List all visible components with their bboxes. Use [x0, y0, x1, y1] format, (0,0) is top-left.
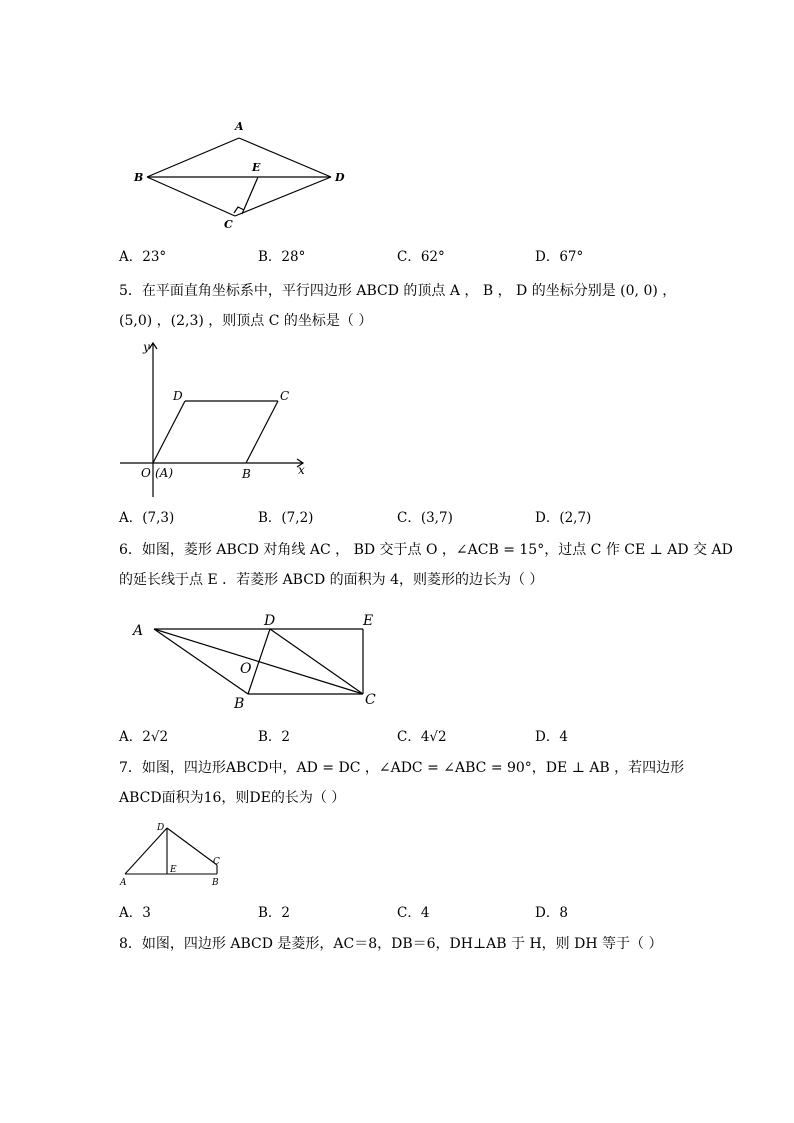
q6-label-d: D: [264, 613, 276, 629]
q6-rhombus-figure: [128, 608, 388, 713]
q5-label-x: x: [298, 463, 305, 477]
q7-option-a[interactable]: A．3: [119, 905, 151, 921]
q7-option-b[interactable]: B．2: [258, 905, 291, 921]
q5-option-a[interactable]: A．(7,3): [119, 510, 175, 526]
q7-label-e: E: [170, 865, 177, 875]
q5-label-o: O: [141, 466, 151, 480]
q5-label-c: C: [280, 389, 290, 403]
q4-label-b: B: [134, 171, 144, 184]
q5-label-y: y: [143, 340, 150, 354]
q8-question-line-1: 8．如图，四边形 ABCD 是菱形，AC＝8，DB＝6，DH⊥AB 于 H，则 DH 等于（ ）: [119, 936, 663, 952]
q6-label-b: B: [234, 696, 245, 712]
q7-label-a: A: [120, 878, 127, 888]
q6-label-c: C: [365, 692, 376, 708]
q5-label-a: (A): [155, 466, 174, 480]
q5-option-b[interactable]: B．(7,2): [258, 510, 314, 526]
q6-option-a[interactable]: A．2√2: [119, 729, 169, 745]
q4-label-d: D: [335, 171, 345, 184]
q4-option-d[interactable]: D．67°: [535, 249, 584, 265]
q7-quadrilateral-figure: [115, 818, 230, 890]
q4-option-c[interactable]: C．62°: [397, 249, 445, 265]
q7-question-line-1: 7．如图，四边形ABCD中，AD = DC ，∠ADC = ∠ABC = 90°，DE ⊥ AB ，若四边形: [119, 760, 685, 776]
q7-label-d: D: [157, 823, 165, 833]
q6-label-e: E: [363, 613, 374, 629]
q5-option-c[interactable]: C．(3,7): [397, 510, 453, 526]
q6-question-line-1: 6．如图，菱形 ABCD 对角线 AC ， BD 交于点 O ，∠ACB = 15°，过点 C 作 CE ⊥ AD 交 AD: [119, 542, 733, 558]
q4-label-a: A: [235, 120, 244, 133]
q4-option-a[interactable]: A．23°: [119, 249, 167, 265]
q5-option-d[interactable]: D．(2,7): [535, 510, 592, 526]
q6-label-a: A: [133, 623, 144, 639]
q5-question-line-2: (5,0) ，(2,3) ，则顶点 C 的坐标是（ ）: [119, 313, 373, 329]
q6-option-b[interactable]: B．2: [258, 729, 291, 745]
q6-label-o: O: [240, 661, 252, 677]
q7-option-d[interactable]: D．8: [535, 905, 568, 921]
q5-question-line-1: 5．在平面直角坐标系中，平行四边形 ABCD 的顶点 A ， B ， D 的坐标分别是 (0, 0) ，: [119, 283, 677, 299]
q5-coordinate-figure: [115, 337, 315, 502]
q4-label-e: E: [252, 161, 261, 174]
q6-question-line-2: 的延长线于点 E ．若菱形 ABCD 的面积为 4，则菱形的边长为（ ）: [119, 572, 544, 588]
q6-option-d[interactable]: D．4: [535, 729, 568, 745]
q5-label-d: D: [173, 389, 183, 403]
q5-label-b: B: [242, 467, 251, 481]
q7-option-c[interactable]: C．4: [397, 905, 430, 921]
q6-option-c[interactable]: C．4√2: [397, 729, 447, 745]
q7-label-b: B: [212, 878, 219, 888]
q7-question-line-2: ABCD面积为16，则DE的长为（ ）: [119, 790, 346, 806]
q4-label-c: C: [224, 218, 233, 231]
q4-rhombus-figure: [125, 115, 355, 235]
q4-option-b[interactable]: B．28°: [258, 249, 306, 265]
q7-label-c: C: [213, 857, 220, 867]
